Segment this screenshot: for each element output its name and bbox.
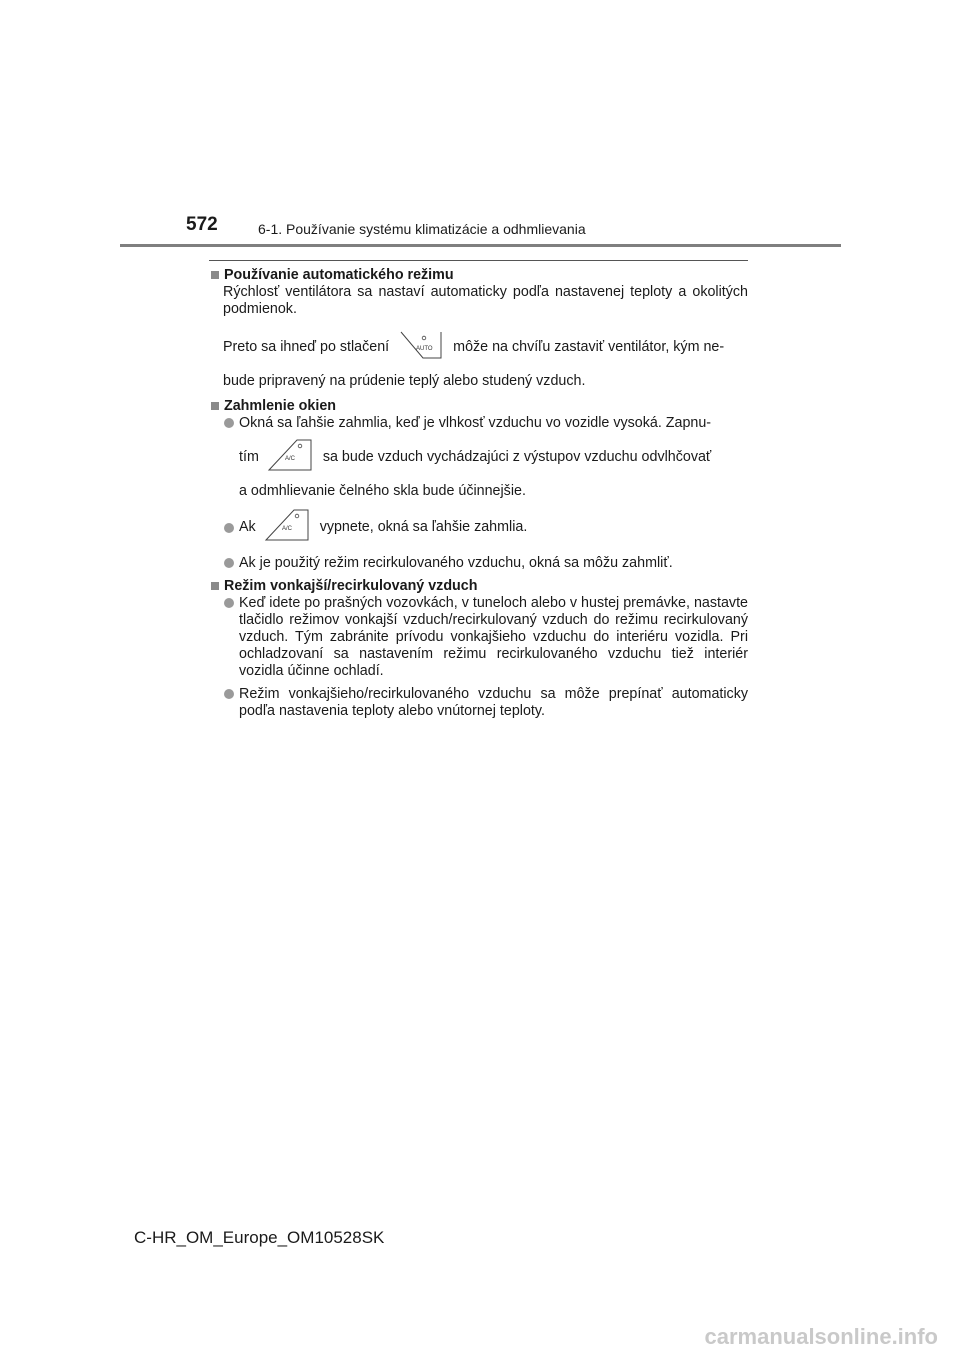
auto-button-icon bbox=[397, 330, 445, 365]
fog-bullet-1: Okná sa ľahšie zahmlia, keď je vlhkosť vzduchu vo vozidle vysoká. Zapnu- tím A/C sa bude vzduch vychádzajúci z výstupov vzduchu odvlhčovať a odmhlievanie čelného skla bude účinnejšie. bbox=[209, 415, 748, 500]
square-bullet-icon bbox=[211, 271, 219, 279]
section-divider bbox=[209, 260, 748, 261]
recirc-bullet-1: Keď idete po prašných vozovkách, v tuneloch alebo v hustej premávke, nastavte tlačidlo režimov vonkajší vzduch/recirkulovaný vzduch do režimu recirkulovaný vzduch. Tým zabránite prívodu vonkajšieho vzduchu do interiéru vozidla. Pri ochladzovaní sa nastavením režimu recirkulovaného vzduchu tiež interiér vozidla účinne ochladí. bbox=[209, 595, 748, 680]
square-bullet-icon bbox=[211, 582, 219, 590]
page-content bbox=[209, 267, 748, 720]
auto-paragraph-1: Rýchlosť ventilátora sa nastaví automaticky podľa nastavenej teploty a okolitých podmienok. bbox=[223, 284, 748, 317]
section-heading-recirc: Režim vonkajší/recirkulovaný vzduch bbox=[209, 578, 748, 595]
auto-paragraph-2: Preto sa ihneď po stlačení AUTO môže na chvíľu zastaviť ventilátor, kým ne- bbox=[223, 330, 748, 365]
auto-paragraph-3: bude pripravený na prúdenie teplý alebo studený vzduch. bbox=[223, 373, 586, 389]
square-bullet-icon bbox=[211, 402, 219, 410]
ac-button-icon bbox=[267, 438, 315, 477]
section-heading-auto: Používanie automatického režimu bbox=[209, 267, 748, 284]
chapter-title: 6-1. Používanie systému klimatizácie a odhmlievania bbox=[258, 221, 586, 237]
round-bullet-icon bbox=[224, 523, 234, 533]
section-heading-fog: Zahmlenie okien bbox=[209, 398, 748, 415]
round-bullet-icon bbox=[224, 689, 234, 699]
round-bullet-icon bbox=[224, 558, 234, 568]
fog-bullet-3: Ak je použitý režim recirkulovaného vzduchu, okná sa môžu zahmliť. bbox=[209, 555, 748, 572]
svg-text:A/C: A/C bbox=[281, 526, 292, 532]
round-bullet-icon bbox=[224, 418, 234, 428]
svg-text:A/C: A/C bbox=[284, 456, 295, 462]
page-number: 572 bbox=[186, 214, 218, 235]
round-bullet-icon bbox=[224, 598, 234, 608]
ac-button-icon bbox=[264, 508, 312, 547]
recirc-bullet-2: Režim vonkajšieho/recirkulovaného vzduchu sa môže prepínať automaticky podľa nastavenia teploty alebo vnútornej teploty. bbox=[209, 686, 748, 720]
fog-bullet-2: Ak A/C vypnete, okná sa ľahšie zahmlia. bbox=[209, 508, 748, 547]
svg-text:AUTO: AUTO bbox=[416, 346, 433, 352]
watermark: carmanualsonline.info bbox=[704, 1324, 938, 1349]
header-divider bbox=[120, 244, 841, 247]
document-id: C-HR_OM_Europe_OM10528SK bbox=[134, 1228, 385, 1247]
